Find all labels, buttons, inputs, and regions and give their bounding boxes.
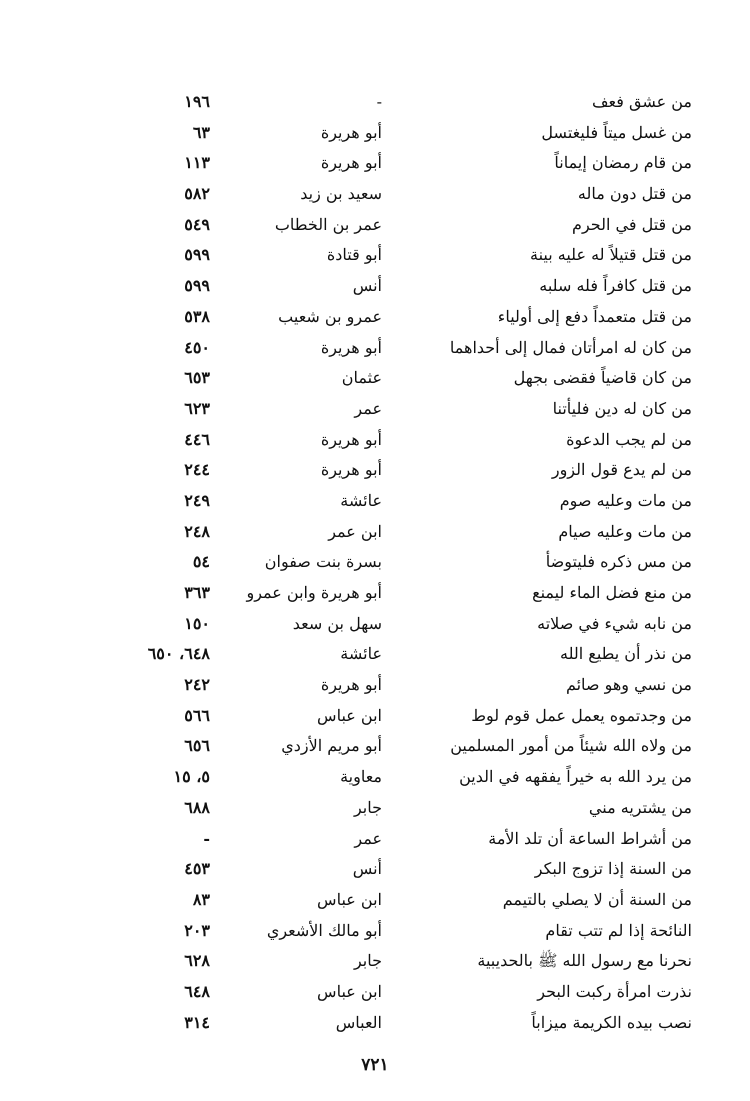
page-reference: ٢٤٩ [184, 490, 210, 510]
page-reference: ٥٩٩ [184, 276, 210, 296]
index-row [0, 793, 750, 824]
hadith-text: من مات وعليه صيام [558, 521, 692, 541]
page-reference: ٨٣ [192, 889, 210, 909]
narrator-name: أبو هريرة [320, 460, 382, 480]
index-row [0, 455, 750, 486]
page-reference: ٥٤٩ [184, 214, 210, 234]
index-row [0, 762, 750, 793]
hadith-text: من قتل كافراً فله سلبه [539, 276, 692, 296]
page-reference: ٢٠٣ [184, 920, 210, 940]
index-row [0, 916, 750, 947]
page-reference: ٣٦٣ [184, 583, 210, 602]
hadith-text: من نسي وهو صائم [565, 675, 692, 695]
hadith-text: من كان قاضياً فقضى بجهل [513, 368, 692, 388]
page-reference: ٥٨٢ [184, 184, 210, 204]
index-row [0, 946, 750, 977]
index-row [0, 179, 750, 210]
hadith-text: من قتل قتيلاً له عليه بينة [529, 245, 692, 265]
narrator-name: جابر [353, 797, 382, 817]
index-row [0, 731, 750, 762]
page-reference: ٥، ١٥ [173, 767, 210, 787]
index-row [0, 118, 750, 149]
narrator-name: ابن عباس [317, 981, 382, 1001]
narrator-name: عمر [354, 828, 382, 848]
narrator-name: - [376, 92, 382, 111]
hadith-text: نحرنا مع رسول الله ﷺ بالحديبية [477, 951, 692, 971]
index-row [0, 210, 750, 241]
hadith-text: من كان له دين فليأتنا [552, 398, 692, 418]
page-reference: ٤٤٦ [184, 429, 210, 449]
narrator-name: سعيد بن زيد [300, 184, 382, 204]
hadith-text: من منع فضل الماء ليمنع [532, 583, 692, 602]
index-row [0, 87, 750, 118]
page-reference: ٦٢٣ [184, 398, 210, 418]
index-row [0, 240, 750, 271]
hadith-index-table [0, 87, 750, 1038]
narrator-name: أنس [352, 859, 382, 879]
index-row [0, 1008, 750, 1039]
narrator-name: أبو هريرة [320, 675, 382, 695]
hadith-text: النائحة إذا لم تتب تقام [545, 920, 692, 940]
hadith-text: من مس ذكره فليتوضأ [545, 552, 692, 572]
index-row [0, 854, 750, 885]
hadith-text: من قام رمضان إيماناً [554, 153, 692, 173]
narrator-name: أبو هريرة [320, 122, 382, 142]
hadith-text: من مات وعليه صوم [559, 490, 692, 510]
index-row [0, 824, 750, 855]
index-row [0, 394, 750, 425]
index-row [0, 578, 750, 609]
narrator-name: عمر بن الخطاب [274, 214, 382, 234]
narrator-name: أبو مريم الأزدي [281, 736, 382, 756]
page-reference: ٦٤٨ [184, 981, 210, 1001]
narrator-name: معاوية [340, 767, 382, 787]
index-row [0, 977, 750, 1008]
page-reference: ٥٣٨ [184, 306, 210, 326]
narrator-name: جابر [353, 951, 382, 971]
narrator-name: ابن عباس [317, 889, 382, 909]
index-row [0, 363, 750, 394]
page-reference: ١٥٠ [184, 613, 210, 633]
page-reference: ٢٤٢ [184, 675, 210, 695]
hadith-text: من غسل ميتاً فليغتسل [541, 122, 692, 142]
index-row [0, 302, 750, 333]
narrator-name: ابن عباس [317, 705, 382, 725]
narrator-name: أبو هريرة [320, 337, 382, 357]
index-row [0, 425, 750, 456]
page-number: ٧٢١ [361, 1055, 389, 1075]
page-reference: ٥٤ [192, 552, 210, 572]
hadith-text: من لم يدع قول الزور [551, 460, 692, 480]
page-reference: ٥٦٦ [184, 705, 210, 725]
index-row [0, 609, 750, 640]
narrator-name: سهل بن سعد [292, 613, 382, 633]
page-reference: ٦٨٨ [184, 797, 210, 817]
page-reference: ٥٩٩ [184, 245, 210, 265]
index-row [0, 486, 750, 517]
index-row [0, 517, 750, 548]
narrator-name: العباس [335, 1012, 382, 1032]
page-reference: ٤٥٠ [184, 337, 210, 357]
index-row [0, 333, 750, 364]
narrator-name: أبو هريرة [320, 153, 382, 173]
narrator-name: عمرو بن شعيب [278, 306, 382, 326]
page-reference: ٦٥٦ [184, 736, 210, 756]
index-row [0, 547, 750, 578]
page-reference: ١١٣ [184, 153, 210, 173]
narrator-name: أنس [352, 276, 382, 296]
index-row [0, 148, 750, 179]
hadith-text: من كان له امرأتان فمال إلى أحداهما [449, 337, 692, 357]
narrator-name: عمر [354, 398, 382, 418]
hadith-text: من السنة أن لا يصلي بالتيمم [502, 889, 692, 909]
narrator-name: عائشة [340, 644, 382, 664]
page-reference: ٣١٤ [184, 1012, 210, 1032]
index-row [0, 885, 750, 916]
page-reference: ٦٤٨، ٦٥٠ [147, 644, 210, 664]
index-row [0, 701, 750, 732]
narrator-name: ابن عمر [328, 521, 382, 541]
index-row [0, 639, 750, 670]
hadith-text: من يشتريه مني [588, 797, 692, 817]
hadith-text: من عشق فعف [591, 92, 692, 111]
index-row [0, 271, 750, 302]
page-reference: ٢٤٨ [184, 521, 210, 541]
hadith-text: من قتل متعمداً دفع إلى أولياء [497, 306, 692, 326]
hadith-text: نذرت امرأة ركبت البحر [537, 981, 692, 1001]
hadith-text: من نذر أن يطيع الله [560, 644, 692, 664]
narrator-name: أبو هريرة وابن عمرو [246, 583, 382, 602]
hadith-text: نصب بيده الكريمة ميزاباً [531, 1012, 692, 1032]
page-reference: ٦٥٣ [184, 368, 210, 388]
page-reference: ٦٣ [192, 122, 210, 142]
index-row [0, 670, 750, 701]
page-reference: - [203, 828, 210, 848]
hadith-text: من وجدتموه يعمل عمل قوم لوط [471, 705, 692, 725]
hadith-text: من لم يجب الدعوة [566, 429, 692, 449]
narrator-name: أبو مالك الأشعري [266, 920, 382, 940]
hadith-text: من نابه شيء في صلاته [537, 613, 692, 633]
narrator-name: عثمان [341, 368, 382, 388]
narrator-name: عائشة [340, 490, 382, 510]
narrator-name: أبو قتادة [326, 245, 382, 265]
hadith-text: من أشراط الساعة أن تلد الأمة [488, 828, 692, 848]
hadith-text: من السنة إذا تزوج البكر [534, 859, 692, 879]
page-reference: ١٩٦ [184, 92, 210, 111]
page-reference: ٢٤٤ [184, 460, 210, 480]
narrator-name: بسرة بنت صفوان [264, 552, 382, 572]
hadith-text: من قتل دون ماله [577, 184, 692, 204]
page-reference: ٤٥٣ [184, 859, 210, 879]
hadith-text: من ولاه الله شيئاً من أمور المسلمين [450, 736, 692, 756]
hadith-text: من يرد الله به خيراً يفقهه في الدين [459, 767, 692, 787]
page-reference: ٦٢٨ [184, 951, 210, 971]
narrator-name: أبو هريرة [320, 429, 382, 449]
hadith-text: من قتل في الحرم [572, 214, 692, 234]
